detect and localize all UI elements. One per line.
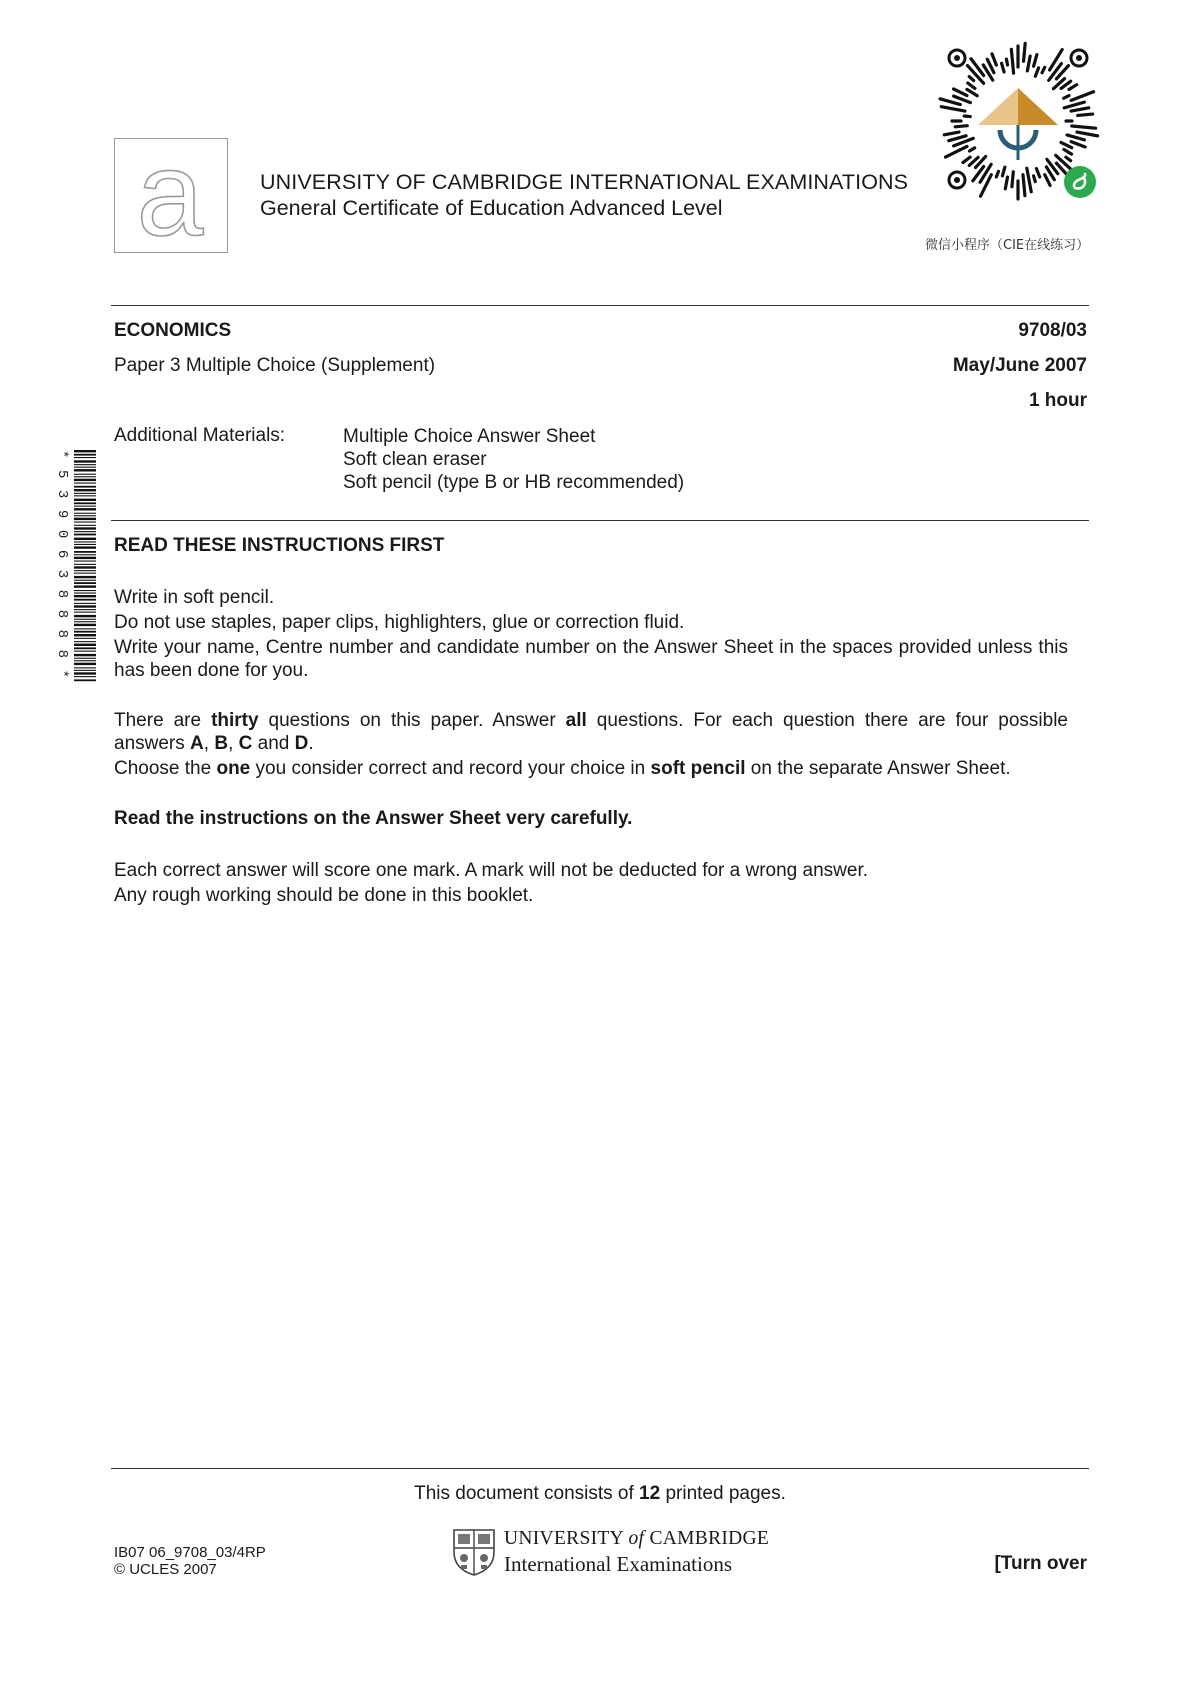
barcode-bar bbox=[74, 554, 96, 555]
instructions-heading: READ THESE INSTRUCTIONS FIRST bbox=[114, 535, 445, 556]
qr-ray bbox=[940, 99, 960, 105]
qr-ray bbox=[1034, 176, 1036, 182]
barcode-bar bbox=[74, 538, 96, 540]
cambridge-name: UNIVERSITY of CAMBRIDGE bbox=[504, 1528, 770, 1549]
qr-ray bbox=[1045, 175, 1050, 186]
qr-ray bbox=[1005, 177, 1007, 189]
qr-ray bbox=[945, 146, 966, 157]
barcode-bar bbox=[74, 460, 96, 462]
logo-letter: a bbox=[136, 127, 204, 261]
barcode-bar bbox=[74, 595, 96, 597]
instruction-answer-sheet: Read the instructions on the Answer Sheet very carefully. bbox=[114, 808, 633, 829]
barcode-bar bbox=[74, 522, 96, 523]
qr-ray bbox=[992, 54, 996, 65]
barcode-bar bbox=[74, 479, 96, 481]
qr-ray bbox=[949, 136, 966, 141]
barcode-bar bbox=[74, 469, 96, 471]
barcode-bar bbox=[74, 658, 96, 659]
barcode-bar bbox=[74, 506, 96, 507]
instructions-divider bbox=[111, 520, 1089, 521]
qr-ray bbox=[1027, 56, 1030, 71]
qr-ray bbox=[1067, 135, 1084, 140]
barcode-bar bbox=[74, 644, 96, 646]
exam-duration: 1 hour bbox=[1028, 390, 1087, 411]
barcode-bar bbox=[74, 628, 96, 629]
turn-over: [Turn over bbox=[994, 1553, 1087, 1574]
qr-ray bbox=[1006, 59, 1007, 65]
subject-title: ECONOMICS bbox=[114, 320, 232, 341]
barcode-bar bbox=[74, 624, 96, 626]
qr-finder-dot bbox=[954, 177, 960, 183]
barcode-bar bbox=[74, 557, 96, 559]
qr-ray bbox=[1064, 149, 1072, 154]
barcode-bar bbox=[74, 513, 96, 514]
document-reference bbox=[114, 1544, 266, 1578]
barcode-bar bbox=[74, 672, 96, 674]
barcode-bar bbox=[74, 679, 96, 681]
barcode-bar bbox=[74, 660, 96, 661]
qr-ray bbox=[954, 96, 971, 103]
qr-ray bbox=[1036, 169, 1039, 177]
barcode-bar bbox=[74, 508, 96, 510]
certificate-title: General Certificate of Education Advanced Level bbox=[260, 196, 723, 220]
qr-ray bbox=[1042, 67, 1045, 72]
qr-ray bbox=[1064, 96, 1069, 99]
instruction-rough-working: Any rough working should be done in this booklet. bbox=[114, 885, 534, 906]
barcode-bar bbox=[74, 638, 96, 639]
qr-ray bbox=[1024, 43, 1026, 61]
cambridge-crest-icon bbox=[452, 1528, 496, 1581]
barcode-bar bbox=[74, 576, 96, 578]
barcode-bar bbox=[74, 603, 96, 604]
barcode-bar bbox=[74, 621, 96, 622]
instruction-staples: Do not use staples, paper clips, highlighters, glue or correction fluid. bbox=[114, 612, 685, 633]
copyright: © UCLES 2007 bbox=[114, 1561, 217, 1578]
barcode-bar bbox=[74, 454, 96, 456]
qr-ray bbox=[1077, 132, 1098, 136]
qr-ray bbox=[1064, 102, 1084, 108]
barcode-bar bbox=[74, 573, 96, 574]
qr-ray bbox=[1061, 142, 1072, 147]
barcode-bar bbox=[74, 590, 96, 591]
barcode-number: *5390638888* bbox=[54, 450, 70, 678]
page-count-note: This document consists of 12 printed pages. bbox=[414, 1483, 786, 1504]
qr-ray bbox=[1078, 114, 1093, 115]
qr-ray bbox=[1002, 167, 1004, 176]
barcode-bar bbox=[74, 676, 96, 677]
barcode-bar bbox=[74, 457, 96, 458]
barcode-bar bbox=[74, 551, 96, 553]
barcode-bar bbox=[74, 467, 96, 468]
barcode-bar bbox=[74, 670, 96, 671]
materials-item: Soft pencil (type B or HB recommended) bbox=[343, 472, 685, 493]
barcode-bar bbox=[74, 647, 96, 649]
qr-ray bbox=[954, 89, 967, 96]
qr-ray bbox=[941, 107, 965, 111]
barcode-bar bbox=[74, 605, 96, 607]
qr-ray bbox=[967, 89, 977, 95]
materials-list bbox=[343, 425, 684, 494]
cambridge-subtitle: International Examinations bbox=[504, 1552, 733, 1576]
barcode-bar bbox=[74, 570, 96, 571]
barcode-bar bbox=[74, 518, 96, 520]
instruction-marking: Each correct answer will score one mark. A mark will not be deducted for a wrong answer. bbox=[114, 860, 869, 881]
barcode bbox=[56, 450, 96, 682]
barcode-bar bbox=[74, 609, 96, 610]
barcode-bar bbox=[74, 612, 96, 613]
barcode-bar bbox=[74, 495, 96, 496]
paper-title: Paper 3 Multiple Choice (Supplement) bbox=[114, 355, 436, 376]
barcode-bar bbox=[74, 615, 96, 617]
footer-divider bbox=[111, 1468, 1089, 1469]
barcode-bar bbox=[74, 502, 96, 504]
top-divider bbox=[111, 305, 1089, 306]
barcode-bar bbox=[74, 525, 96, 526]
barcode-bar bbox=[74, 631, 96, 633]
exam-session: May/June 2007 bbox=[952, 355, 1087, 376]
qr-finder-dot bbox=[954, 55, 960, 61]
instruction-name: Write your name, Centre number and candidate number on the Answer Sheet in the spaces provided unless this has been done for you. bbox=[114, 637, 1068, 681]
barcode-bar bbox=[74, 515, 96, 516]
qr-ray bbox=[1072, 126, 1096, 128]
qr-ray bbox=[955, 126, 967, 127]
barcode-bar bbox=[74, 483, 96, 484]
qr-finder-dot bbox=[1076, 55, 1082, 61]
qr-ray bbox=[970, 148, 975, 151]
qr-ray bbox=[964, 116, 970, 117]
barcode-bar bbox=[74, 450, 96, 452]
materials-label: Additional Materials: bbox=[114, 425, 286, 446]
qr-caption: 微信小程序（CIE在线练习） bbox=[925, 238, 1090, 253]
qr-ray bbox=[1071, 92, 1093, 101]
syllabus-code: 9708/03 bbox=[1018, 320, 1087, 341]
barcode-bar bbox=[74, 544, 96, 545]
qr-ray bbox=[1035, 68, 1038, 76]
barcode-bar bbox=[74, 651, 96, 652]
qr-ray bbox=[968, 83, 975, 88]
barcode-bar bbox=[74, 667, 96, 668]
university-title: UNIVERSITY OF CAMBRIDGE INTERNATIONAL EXAMINATIONS bbox=[260, 170, 909, 194]
barcode-bar bbox=[74, 561, 96, 562]
qr-code[interactable] bbox=[927, 30, 1109, 212]
barcode-bar bbox=[74, 476, 96, 477]
qr-ray bbox=[1071, 108, 1089, 111]
qr-ray bbox=[1011, 49, 1013, 73]
qr-ray bbox=[969, 77, 973, 81]
qr-ray bbox=[1034, 55, 1037, 67]
barcode-bar bbox=[74, 546, 96, 548]
qr-ray bbox=[1069, 85, 1077, 90]
barcode-bar bbox=[74, 493, 96, 494]
barcode-bar bbox=[74, 582, 96, 584]
materials-item: Multiple Choice Answer Sheet bbox=[343, 426, 596, 447]
barcode-bar bbox=[74, 499, 96, 501]
mini-program-icon bbox=[1064, 166, 1096, 198]
barcode-bar bbox=[74, 641, 96, 642]
barcode-bar bbox=[74, 599, 96, 601]
reference-code: IB07 06_9708_03/4RP bbox=[114, 1544, 266, 1561]
instruction-pencil: Write in soft pencil. bbox=[114, 587, 275, 608]
qr-ray bbox=[963, 157, 970, 162]
barcode-bar bbox=[74, 580, 96, 581]
materials-item: Soft clean eraser bbox=[343, 449, 487, 470]
barcode-bar bbox=[74, 474, 96, 475]
barcode-bar bbox=[74, 541, 96, 542]
barcode-bar bbox=[74, 619, 96, 620]
qr-ray bbox=[1027, 168, 1031, 192]
qr-ray bbox=[1012, 172, 1013, 187]
barcode-bar bbox=[74, 486, 96, 488]
qr-ray bbox=[1066, 157, 1071, 161]
barcode-bar bbox=[74, 527, 96, 529]
barcode-bar bbox=[74, 585, 96, 587]
barcode-bar bbox=[74, 464, 96, 465]
qr-ray bbox=[1002, 63, 1004, 72]
barcode-bar bbox=[74, 593, 96, 594]
barcode-bar bbox=[74, 566, 96, 568]
barcode-bar bbox=[74, 663, 96, 665]
barcode-bar bbox=[74, 489, 96, 491]
instruction-choose: Choose the one you consider correct and record your choice in soft pencil on the separate Answer Sheet. bbox=[114, 758, 1011, 779]
barcode-bar bbox=[74, 634, 96, 636]
instruction-questions: There are thirty questions on this paper. Answer all questions. For each question there are four possible answers A, B, C and D. bbox=[114, 710, 1068, 754]
exam-board-logo bbox=[114, 127, 228, 261]
qr-ray bbox=[944, 132, 959, 135]
barcode-bar bbox=[74, 534, 96, 536]
barcode-bar bbox=[74, 531, 96, 532]
qr-ray bbox=[1071, 142, 1085, 147]
barcode-bar bbox=[74, 564, 96, 565]
barcode-bar bbox=[74, 654, 96, 656]
qr-ray bbox=[996, 171, 998, 177]
qr-ray bbox=[1023, 175, 1025, 196]
